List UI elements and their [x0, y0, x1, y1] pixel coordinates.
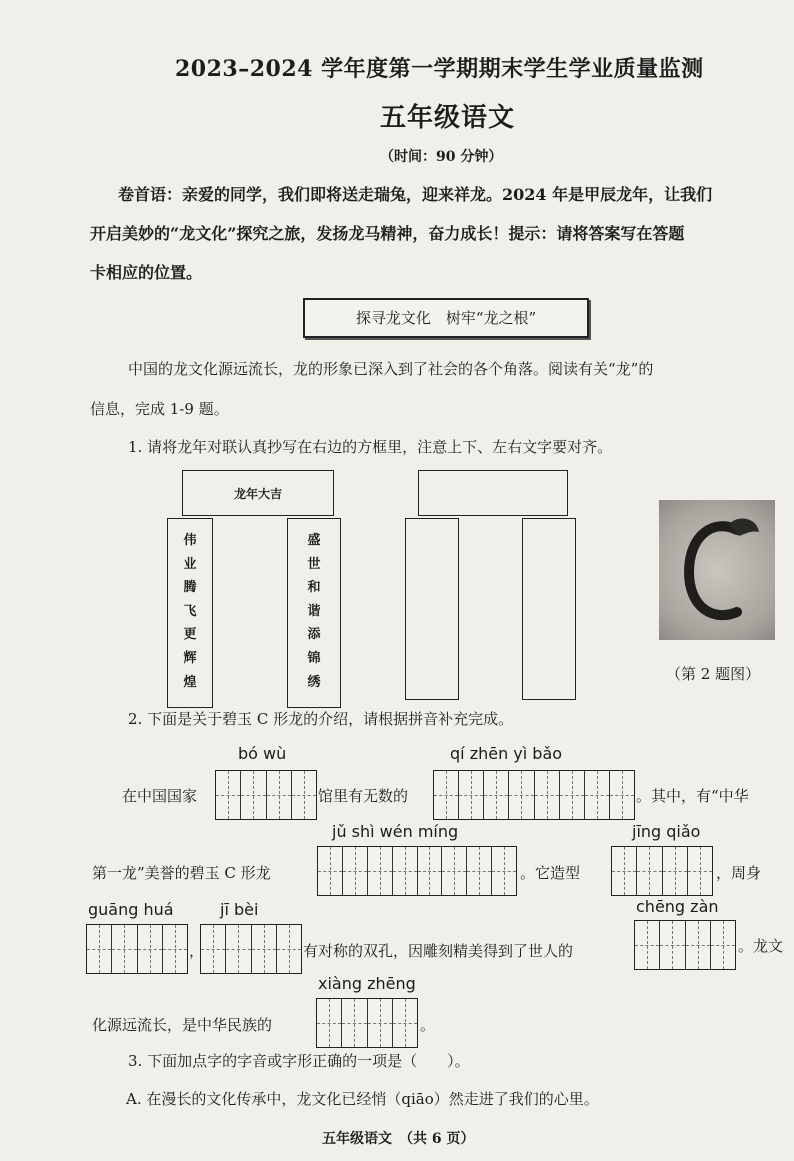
question-1-prompt: 1. 请将龙年对联认真抄写在右边的方框里，注意上下、左右文字要对齐。 [128, 438, 613, 456]
blank-jibei[interactable] [200, 924, 302, 974]
subject-title: 五年级语文 [380, 103, 516, 133]
blank-guanghua[interactable] [86, 924, 188, 974]
blank-chengzan[interactable] [634, 920, 736, 970]
couplet-char: 世 [307, 556, 321, 572]
blank-qizhenyibao[interactable] [433, 770, 635, 820]
passage-line-2: 信息，完成 1-9 题。 [90, 400, 229, 418]
answer-right-couplet-box[interactable] [522, 518, 576, 700]
section-title-box [303, 298, 589, 338]
q2-row3-text-c: 。龙文 [738, 937, 784, 955]
couplet-char: 更 [183, 627, 197, 643]
couplet-char: 辉 [183, 650, 197, 666]
pinyin-qizhenyibao: qí zhēn yì bǎo [450, 744, 563, 763]
couplet-char: 飞 [183, 603, 197, 619]
blank-jushiwenming[interactable] [317, 846, 517, 896]
right-couplet-box [287, 518, 341, 708]
intro-line-3: 卡相应的位置。 [90, 263, 203, 282]
q2-row1-text-c: 。其中，有“中华 [636, 787, 749, 805]
couplet-char: 伟 [183, 533, 197, 548]
exam-time: （时间：90 分钟） [380, 149, 503, 165]
answer-left-couplet-box[interactable] [405, 518, 459, 700]
horizontal-scroll-box [182, 470, 334, 516]
section-title: 探寻龙文化 树牢“龙之根” [355, 309, 537, 327]
pinyin-jibei: jī bèi [220, 900, 259, 919]
horizontal-scroll-text: 龙年大吉 [233, 486, 282, 501]
blank-bowu[interactable] [215, 770, 317, 820]
answer-scroll-box[interactable] [418, 470, 568, 516]
pinyin-jingqiao: jīng qiǎo [632, 822, 701, 841]
couplet-char: 和 [307, 580, 321, 596]
couplet-char: 煌 [183, 674, 197, 690]
couplet-char: 盛 [307, 533, 321, 548]
exam-title: 2023–2024 学年度第一学期期末学生学业质量监测 [175, 56, 704, 82]
question-3-option-a[interactable]: A. 在漫长的文化传承中，龙文化已经悄（qiāo）然走进了我们的心里。 [126, 1090, 599, 1108]
couplet-char: 添 [307, 627, 321, 643]
c-dragon-icon [659, 500, 775, 640]
couplet-char: 谐 [307, 603, 321, 619]
q2-row3-text-b: 有对称的双孔，因雕刻精美得到了世人的 [303, 942, 574, 960]
q2-row3-text-a: ， [189, 942, 205, 960]
q2-row4-text-b: 。 [420, 1016, 436, 1034]
pinyin-xiangzheng: xiàng zhēng [318, 974, 416, 993]
couplet-char: 绣 [307, 674, 321, 690]
pinyin-jushiwenming: jǔ shì wén míng [332, 822, 459, 841]
question-3-prompt: 3. 下面加点字的字音或字形正确的一项是（ ）。 [128, 1052, 470, 1070]
page-footer: 五年级语文 （共 6 页） [322, 1131, 475, 1147]
couplet-char: 锦 [307, 650, 321, 666]
left-couplet-box [167, 518, 213, 708]
pinyin-bowu: bó wù [238, 744, 287, 763]
figure-caption: （第 2 题图） [666, 665, 761, 683]
question-2-prompt: 2. 下面是关于碧玉 C 形龙的介绍，请根据拼音补充完成。 [128, 710, 514, 728]
blank-jingqiao[interactable] [611, 846, 713, 896]
jade-c-dragon-image [659, 500, 775, 640]
q2-row2-text-c: ，周身 [716, 864, 762, 882]
q2-row1-text-a: 在中国国家 [122, 787, 198, 805]
q2-row1-text-b: 馆里有无数的 [318, 787, 409, 805]
q2-row2-text-b: 。它造型 [520, 864, 581, 882]
pinyin-chengzan: chēng zàn [636, 897, 719, 916]
q2-row4-text-a: 化源远流长，是中华民族的 [92, 1016, 273, 1034]
blank-xiangzheng[interactable] [316, 998, 418, 1048]
couplet-char: 业 [183, 556, 197, 572]
couplet-char: 腾 [183, 580, 197, 596]
q2-row2-text-a: 第一龙”美誉的碧玉 C 形龙 [92, 864, 271, 882]
intro-line-2: 开启美妙的“龙文化”探究之旅，发扬龙马精神，奋力成长！提示：请将答案写在答题 [90, 224, 685, 243]
intro-line-1: 卷首语：亲爱的同学，我们即将送走瑞兔，迎来祥龙。2024 年是甲辰龙年，让我们 [118, 185, 713, 204]
pinyin-guanghua: guāng huá [88, 900, 174, 919]
passage-line-1: 中国的龙文化源远流长，龙的形象已深入到了社会的各个角落。阅读有关“龙”的 [128, 360, 654, 378]
